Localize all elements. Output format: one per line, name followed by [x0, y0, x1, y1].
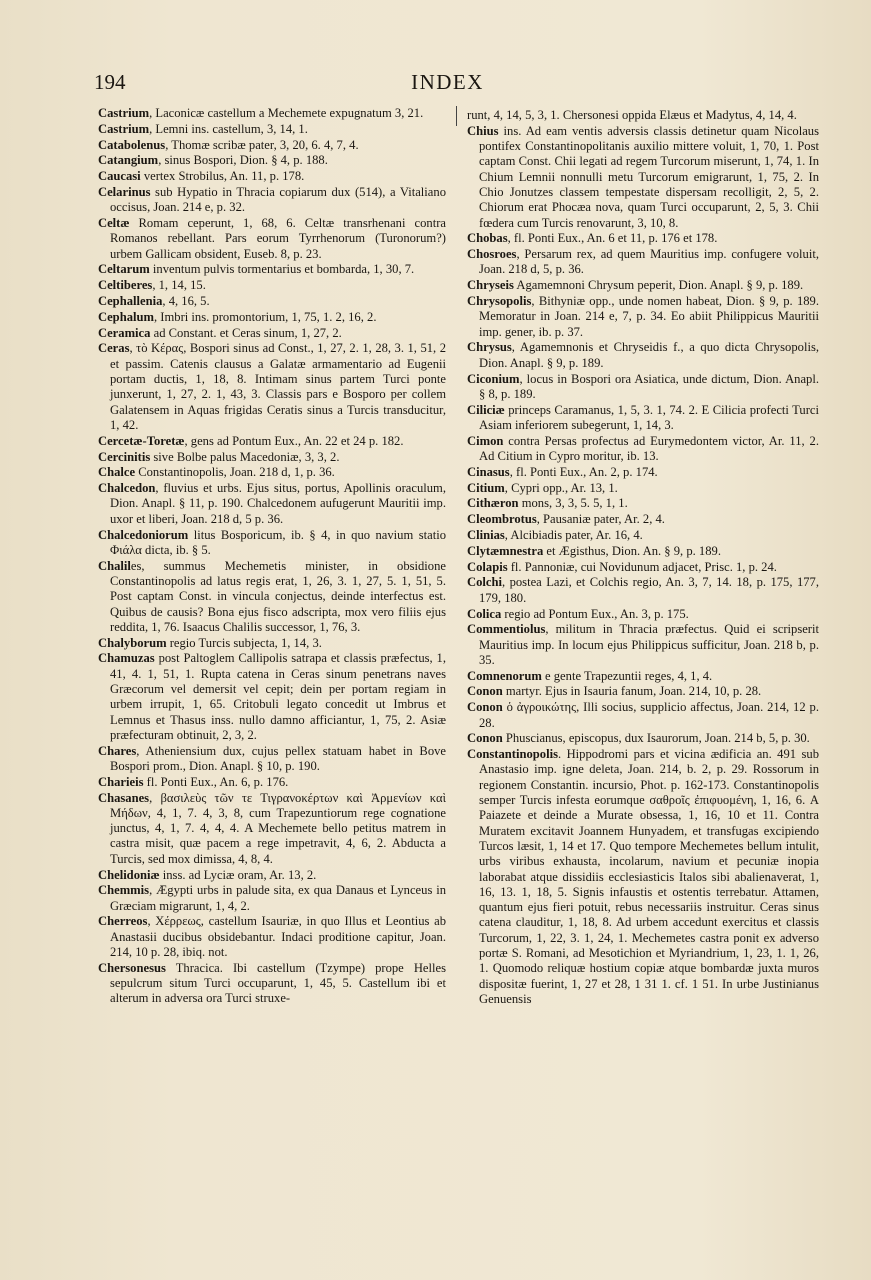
index-headword: Constantinopolis [467, 747, 558, 762]
index-entry-text: regio ad Pontum Eux., An. 3, p. 175. [501, 606, 689, 621]
index-entry-text: martyr. Ejus in Isauria fanum, Joan. 214, 10, p. 28. [502, 684, 762, 699]
index-entry [98, 914, 446, 960]
index-entry-text: fl. Ponti Eux., An. 6, p. 176. [143, 774, 289, 789]
index-entry-text: sub Hypatio in Thracia copiarum dux (514), a Vitaliano occisus, Joan. 214 e, p. 32. [110, 184, 446, 215]
index-entry-text: , Alcibiadis pater, Ar. 16, 4. [504, 528, 643, 543]
running-head: INDEX [411, 70, 484, 94]
index-headword: Castrium [98, 106, 150, 120]
index-entry-text: , fluvius et urbs. Ejus situs, portus, Apollinis oraculum, Dion. Anapl. § 11, p. 190. Chalcedonem aufugerunt Mauritii imp. uxor et liberi, Joan. 218 d, 5 p. 36. [110, 481, 446, 526]
index-entry-text: sive Bolbe palus Macedoniæ, 3, 3, 2. [150, 449, 340, 464]
index-entry-text: runt, 4, 14, 5, 3, 1. Chersonesi oppida Elæus et Madytus, 4, 14, 4. [467, 108, 797, 122]
index-entry-text: , locus in Bospori ora Asiatica, unde dictum, Dion. Anapl. § 8, p. 189. [479, 371, 819, 401]
index-entry-text: , Lemni ins. castellum, 3, 14, 1. [149, 121, 308, 136]
index-entry [98, 106, 446, 121]
index-entry-text: inss. ad Lyciæ oram, Ar. 13, 2. [159, 867, 317, 882]
index-entry [98, 528, 446, 559]
index-headword: Cephallenia [98, 294, 163, 309]
index-headword: Ciconium [467, 371, 520, 386]
index-entry [467, 294, 819, 340]
index-entry [467, 247, 819, 278]
index-headword: Celtarum [98, 262, 150, 277]
index-headword: Ceras [98, 341, 130, 356]
index-entry [467, 700, 819, 731]
index-entry-text: , 4, 16, 5. [162, 294, 210, 309]
index-entry-text: Constantinopolis, Joan. 218 d, 1, p. 36. [135, 465, 335, 480]
index-entry [98, 481, 446, 527]
index-entry [467, 481, 819, 496]
index-entry [98, 122, 446, 137]
index-headword: Chrysus [467, 340, 512, 355]
index-headword: Cinasus [467, 464, 510, 479]
index-entry [467, 278, 819, 293]
index-entry [467, 108, 819, 123]
index-entry-text: vertex Strobilus, An. 11, p. 178. [140, 169, 305, 184]
index-entry-text: ins. Ad eam ventis adversis classis detinetur quam Nicolaus pontifex Constantinopolitanis auxilio mittere voluit, 1, 70, 1. Post captam Const. Chii legati ad regem Turcorum miserunt, 1, 74, 1. In Chium Lemnii nonnulli metu Turcorum emigrarunt, 1, 75, 2. In Chio Jonutzes classem tempestate dispersam recolligit, 2, 5, 2. Chiorum erat Phocæa nova, quam Turci occuparunt, 2, 5, 3. Chii fœdera cum Turcis renovarunt, 3, 10, 8. [479, 123, 819, 230]
index-headword: Chasanes [98, 790, 150, 805]
index-headword: Chemmis [98, 883, 150, 898]
index-headword: Catangium [98, 153, 159, 168]
index-headword: Conon [467, 700, 503, 715]
index-column-left [98, 106, 446, 1007]
index-entry-text: , Atheniensium dux, cujus pellex statuam habet in Bove Bospori prom., Dion. Anapl. § 10, p. 190. [110, 743, 446, 773]
index-entry-text: ὁ ἀγροικώτης, Illi socius, supplicio affectus, Joan. 214, 12 p. 28. [479, 700, 819, 730]
index-headword: Celarinus [98, 184, 151, 199]
index-entry [467, 622, 819, 668]
index-entry [467, 124, 819, 231]
index-entry [467, 512, 819, 527]
index-headword: Chobas [467, 231, 508, 246]
index-entry [98, 169, 446, 184]
index-entry-text: fl. Pannoniæ, cui Novidunum adjacet, Prisc. 1, p. 24. [507, 559, 777, 574]
index-entry [98, 636, 446, 651]
index-entry [98, 744, 446, 775]
index-entry [98, 791, 446, 867]
index-entry [467, 496, 819, 511]
index-entry-text: , Ægypti urbs in palude sita, ex qua Danaus et Lynceus in Græciam migrarunt, 1, 4, 2. [110, 883, 446, 913]
index-entry-text: , Agamemnonis et Chryseidis f., a quo dicta Chrysopolis, Dion. Anapl. § 9, p. 189. [479, 340, 819, 370]
index-entry [98, 278, 446, 293]
index-headword: Chelidoniæ [98, 867, 160, 882]
index-entry-text: , βασιλεὺς τῶν τε Τιγρανοκέρτων καὶ Ἀρμενίων καὶ Μήδων, 4, 1, 7. 4, 3, 8, cum Trapezuntiorum rege cognatione junctus, 4, 1, 7. 4, 4, 4. A Mechemete bello petitus matrem in castra misit, quæ pacem a rege impetravit, 4, 6, 2. Abducta a Turcis, sed mox dimissa, 4, 8, 4. [110, 790, 446, 866]
index-entry [98, 450, 446, 465]
index-entry-text: et Ægisthus, Dion. An. § 9, p. 189. [543, 543, 721, 558]
index-headword: Cercinitis [98, 449, 151, 464]
index-headword: Chosroes [467, 247, 517, 262]
index-entry [98, 651, 446, 743]
index-headword: Chamuzas [98, 651, 155, 666]
index-headword: Chersonesus [98, 960, 166, 975]
index-entry [98, 775, 446, 790]
index-entry [98, 262, 446, 277]
index-entry [467, 340, 819, 371]
index-entry [98, 434, 446, 449]
index-entry-text: , 1, 14, 15. [152, 278, 206, 293]
index-headword: Ciliciæ [467, 402, 505, 417]
index-entry [98, 868, 446, 883]
index-entry-text: , Pausaniæ pater, Ar. 2, 4. [536, 512, 665, 527]
index-entry [467, 747, 819, 1007]
index-headword: Catabolenus [98, 137, 166, 152]
index-entry [98, 883, 446, 914]
index-entry-text: , militum in Thracia præfectus. Quid ei scripserit Mauritius imp. In locum ejus Philippicus sufficitur, Joan. 218 b, p. 35. [479, 622, 819, 667]
index-entry-text: princeps Caramanus, 1, 5, 3. 1, 74. 2. E Cilicia profecti Turci Asiam inferiorem subegerunt, 1, 14, 3. [479, 402, 819, 432]
index-headword: Colapis [467, 559, 508, 574]
index-entry-text: , Imbri ins. promontorium, 1, 75, 1. 2, 16, 2. [153, 309, 377, 324]
index-headword: Cimon [467, 433, 504, 448]
index-entry-text: , Persarum rex, ad quem Mauritius imp. confugere voluit, Joan. 218 d, 5, p. 36. [479, 247, 819, 277]
index-headword: Comnenorum [467, 668, 542, 683]
index-entry [98, 185, 446, 216]
index-entry-text: ad Constant. et Ceras sinum, 1, 27, 2. [150, 325, 342, 340]
index-entry-text: , Χέρρεως, castellum Isauriæ, in quo Illus et Leontius ab Anastasii ducibus obsidebantur. Indaci proditione capitur, Joan. 214, 10 p. 28, ibiq. not. [110, 914, 446, 960]
index-entry-text: e gente Trapezuntii reges, 4, 1, 4. [541, 668, 713, 683]
index-entry [467, 372, 819, 403]
index-entry-text: , τὸ Κέρας, Bospori sinus ad Const., 1, 27, 2. 1, 28, 3. 1, 51, 2 et passim. Catenis clausus a Galatæ armamentario ad Eugenii portam ductis, 1, 18, 8. Intimam sinus partem Turci ponte junxerunt, 1, 27, 2. 1, 43, 3. Classis pars e Bosporo per collem Galatensem in Aquas frigidas Ceratis sinus a Turcis transducitur, 1, 42. [110, 341, 446, 432]
index-entry-text: , sinus Bospori, Dion. § 4, p. 188. [158, 153, 328, 168]
index-entry-text: contra Persas profectus ad Eurymedontem victor, Ar. 11, 2. Ad Citium in Cypro moritur, ib. 13. [479, 433, 819, 464]
index-headword: Chares [98, 743, 137, 758]
index-entry [98, 961, 446, 1007]
index-entry [467, 607, 819, 622]
index-entry [467, 231, 819, 246]
index-entry-text: , Cypri opp., Ar. 13, 1. [504, 480, 618, 495]
index-entry-text: , fl. Ponti Eux., An. 6 et 11, p. 176 et 178. [507, 231, 718, 246]
index-entry [467, 669, 819, 684]
index-entry [98, 138, 446, 153]
index-entry-text: Agamemnoni Chrysum peperit, Dion. Anapl. § 9, p. 189. [513, 278, 804, 293]
index-entry-text: , postea Lazi, et Colchis regio, An. 3, 7, 14. 18, p. 175, 177, 179, 180. [479, 575, 819, 605]
index-entry [98, 216, 446, 262]
index-entry-text: . Hippodromi pars et vicina ædificia an. 491 sub Anastasio imp. igne deleta, Joan. 214, b. 2, p. 29. Rossorum in regionem Constantin. incursio, Phot. p. 162-173. Constantinopolis semper Turcis infesta eorumque σαθροῖς ἐπιφυομένη, 1, 16, 6. A Paiazete et deinde a Murate obsessa, 1, 16, 10 et 11. Contra Muratem excitavit Joannem Hunyadem, et transfugas excipiendo Turcos læsit, 1, 14 et 17. Quo tempore Mechemetes bellum intulit, urbs viribus exhausta, incolarum, navium et pecuniæ inopia laborabat atque dissidiis ecclesiasticis Italos sibi abalienaverat, 1, 16, 13. 1, 18, 5. Signis infaustis et ostentis terrebatur. Attamen, quantum ejus fieri potuit, rebus necessariis instruitur. Ceras sinus catena clauditur, 1, 18, 8. Ad urbem accedunt exercitus et classis Turcorum, 1, 22, 3. 1, 24, 1. Mechemetes castra ponit ex adverso portæ S. Romani, ad Mesotichion et Myriandrium, 1, 23, 1. 1, 26, 1. Quomodo reliquæ hostium copiæ atque bombardæ juxta muros dispositæ fuerint, 1, 27 et 28, 1 31 1. cf. 1 51. In urbe Justinianus Genuensis [479, 747, 819, 1006]
index-entry-text: Thracica. Ibi castellum (Tzympe) prope Helles sepulcrum situm Turci occuparunt, 1, 45, 5. Castellum ibi et alterum in adversa ora Turci struxe- [110, 960, 446, 1006]
index-headword: Chalcedoniorum [98, 527, 189, 542]
index-entry-text: es, summus Mechemetis minister, in obsidione Constantinopolis ad latus regis erat, 1, 26, 3. 1, 27, 5. 1, 51, 5. Post captam Const. in vincula conjectus, deinde interfectus est. Quibus de causis? Bona ejus fisco adscripta, mox vero filiis ejus reddita, 1, 76. Isaacus Chalilis successor, 1, 76, 3. [110, 558, 446, 634]
index-headword: Chryseis [467, 278, 514, 293]
index-headword: Celtæ [98, 216, 130, 231]
index-entry [98, 153, 446, 168]
index-entry-text: regio Turcis subjecta, 1, 14, 3. [166, 635, 322, 650]
index-entry [467, 560, 819, 575]
index-headword: Clinias [467, 528, 505, 543]
index-entry-text: , gens ad Pontum Eux., An. 22 et 24 p. 182. [184, 433, 404, 448]
page-header [94, 70, 801, 100]
index-headword: Commentiolus [467, 622, 546, 637]
page-number: 194 [94, 70, 126, 94]
index-entry [467, 465, 819, 480]
index-entry [98, 294, 446, 309]
index-headword: Colchi [467, 575, 502, 590]
index-entry [467, 731, 819, 746]
index-entry-text: litus Bosporicum, ib. § 4, in quo navium statio Φιάλα dicta, ib. § 5. [110, 527, 446, 557]
index-headword: Cercetæ-Toretæ [98, 433, 185, 448]
index-entry [467, 684, 819, 699]
index-entry [98, 559, 446, 635]
index-headword: Citium [467, 480, 505, 495]
index-headword: Conon [467, 684, 503, 699]
index-entry-text: Phuscianus, episcopus, dux Isaurorum, Joan. 214 b, 5, p. 30. [502, 731, 810, 746]
index-headword: Ceramica [98, 325, 151, 340]
index-entry [98, 341, 446, 433]
index-entry-text: Romam ceperunt, 1, 68, 6. Celtæ transrhenani contra Romanos rebellant. Pars eorum Tyrrhenorum (Turonorum?) urbem Gallicam obsident, Euseb. 8, p. 23. [110, 216, 446, 261]
index-headword: Colica [467, 606, 502, 621]
index-entry [467, 544, 819, 559]
index-headword: Chius [467, 123, 499, 138]
index-headword: Chalcedon [98, 481, 156, 496]
index-headword: Cephalum [98, 309, 154, 324]
index-entry-text: , fl. Ponti Eux., An. 2, p. 174. [509, 464, 658, 479]
index-headword: Chrysopolis [467, 294, 532, 309]
index-headword: Charieis [98, 774, 144, 789]
index-headword: Conon [467, 731, 503, 746]
column-divider [456, 106, 457, 126]
index-entry-text: , Laconicæ castellum a Mechemete expugnatum 3, 21. [149, 106, 424, 120]
index-headword: Celtiberes [98, 278, 153, 293]
index-headword: Chalyborum [98, 635, 167, 650]
index-entry [467, 403, 819, 434]
index-headword: Cithæron [467, 496, 519, 511]
index-entry-text: post Paltoglem Callipolis satrapa et classis præfectus, 1, 41, 4. 1, 51, 1. Rupta catena in Ceras sinum penetrans naves Græcorum vel demersit vel cepit; dein per portam regiam in urbem irrupit, 1, 65. Critobuli legato concedit ut Imbrus et Lemnus et Thasus inss. nullo damno afficiantur, 1, 75, 2. Asiæ præfecturam obtinuit, 2, 3, 2. [110, 651, 446, 742]
index-entry-text: mons, 3, 3, 5. 5, 1, 1. [518, 496, 628, 511]
index-entry-text: , Thomæ scribæ pater, 3, 20, 6. 4, 7, 4. [165, 137, 359, 152]
index-entry [98, 310, 446, 325]
index-entry [467, 575, 819, 606]
index-entry [467, 528, 819, 543]
index-headword: Castrium [98, 121, 150, 136]
index-entry [98, 465, 446, 480]
index-entry-text: , Bithyniæ opp., unde nomen habeat, Dion. § 9, p. 189. Memoratur in Joan. 214 e, 7, p. 34. Eo abiit Philippicus Mauritii imp. gener, ib. p. 37. [479, 294, 819, 339]
index-entry [467, 434, 819, 465]
index-entry [98, 326, 446, 341]
index-column-right [467, 108, 819, 1008]
index-headword: Cherreos [98, 914, 148, 929]
index-headword: Chalil [98, 558, 131, 573]
index-headword: Cleombrotus [467, 512, 537, 527]
index-entry-text: inventum pulvis tormentarius et bombarda, 1, 30, 7. [149, 262, 415, 277]
index-headword: Clytæmnestra [467, 543, 544, 558]
index-headword: Caucasi [98, 169, 141, 184]
index-headword: Chalce [98, 465, 136, 480]
